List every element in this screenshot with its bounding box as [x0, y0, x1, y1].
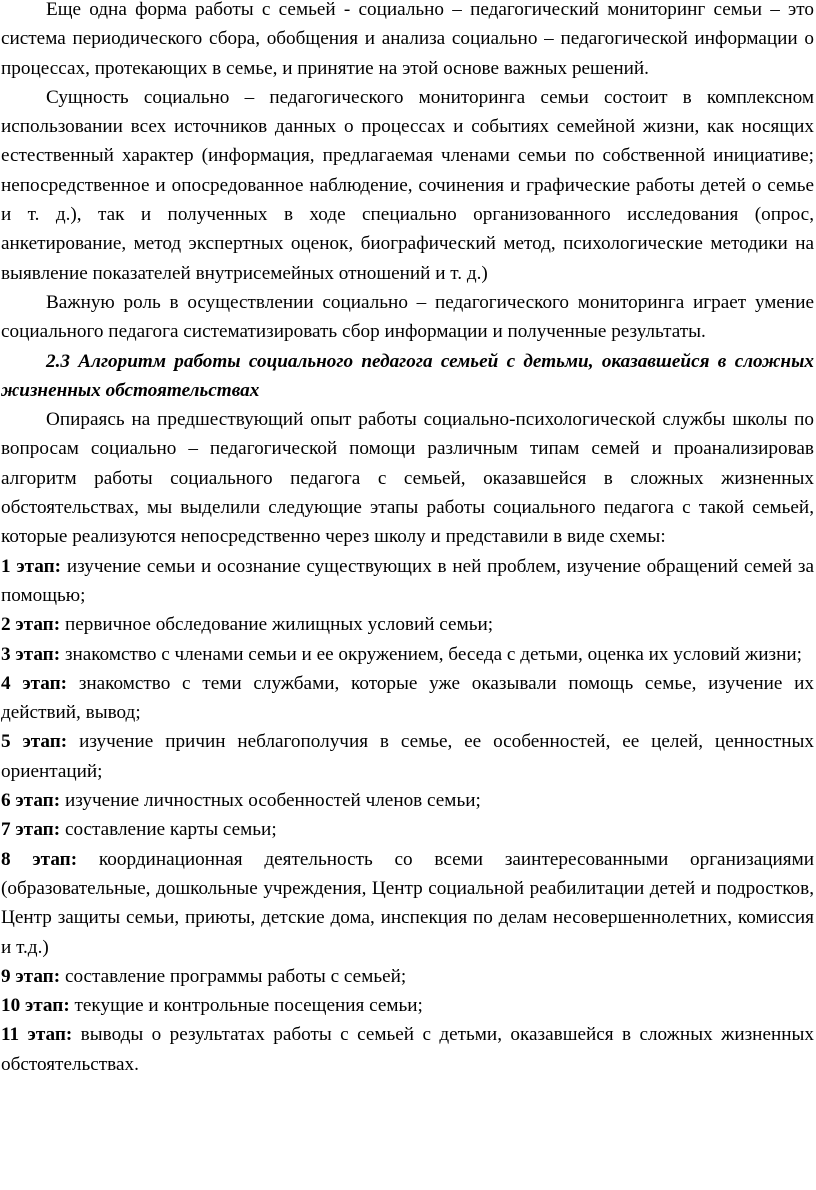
step-label: 7 этап:	[1, 819, 61, 841]
step-item	[1, 786, 814, 815]
step-text: знакомство с членами семьи и ее окружением, беседа с детьми, оценка их условий жизни;	[60, 643, 802, 665]
step-label: 8 этап:	[1, 848, 78, 870]
paragraph-monitoring-role: Важную роль в осуществлении социально – педагогического мониторинга играет умение социального педагога систематизировать сбор информации и полученные результаты.	[1, 291, 814, 343]
step-text: знакомство с теми службами, которые уже оказывали помощь семье, изучение их действий, вывод;	[1, 672, 814, 724]
paragraph-monitoring-essence: Сущность социально – педагогического мониторинга семьи состоит в комплексном использовании всех источников данных о процессах и событиях семейной жизни, как носящих естественный характер (информация, предлагаемая членами семьи по собственной инициативе; непосредственное и опосредованное наблюдение, сочинения и графические работы детей о семье и т. д.), так и полученных в ходе специально организованного исследования (опрос, анкетирование, метод экспертных оценок, биографический метод, психологические методики на выявление показателей внутрисемейных отношений и т. д.)	[1, 86, 814, 284]
step-item	[1, 727, 814, 786]
step-text: составление программы работы с семьей;	[60, 965, 407, 987]
paragraph-algorithm-intro: Опираясь на предшествующий опыт работы социально-психологической службы школы по вопросам социально – педагогической помощи различным типам семей и проанализировав алгоритм работы социального педагога с семьей, оказавшейся в сложных жизненных обстоятельствах, мы выделили следующие этапы работы социального педагога с такой семьей, которые реализуются непосредственно через школу и представили в виде схемы:	[1, 409, 814, 548]
step-text: первичное обследование жилищных условий семьи;	[60, 614, 494, 636]
step-label: 9 этап:	[1, 965, 61, 987]
step-text: координационная деятельность со всеми заинтересованными организациями (образовательные, дошкольные учреждения, Центр социальной реабилитации детей и подростков, Центр защиты семьи, приюты, детские дома, инспекция по делам несовершеннолетних, комиссия и т.д.)	[1, 848, 814, 958]
step-item	[1, 815, 814, 844]
step-text: составление карты семьи;	[60, 819, 277, 841]
step-item	[1, 1020, 814, 1079]
step-text: изучение семьи и осознание существующих в ней проблем, изучение обращений семей за помощью;	[1, 555, 814, 606]
step-item	[1, 552, 814, 611]
step-label: 6 этап:	[1, 790, 61, 812]
step-text: текущие и контрольные посещения семьи;	[69, 995, 423, 1017]
step-text: изучение причин неблагополучия в семье, ее особенностей, ее целей, ценностных ориентаций;	[1, 731, 814, 782]
step-item	[1, 640, 814, 669]
step-label: 3 этап:	[1, 643, 61, 665]
step-label: 5 этап:	[1, 731, 68, 753]
step-label: 10 этап:	[1, 995, 70, 1017]
step-text: изучение личностных особенностей членов семьи;	[60, 790, 481, 812]
step-item	[1, 962, 814, 991]
step-item	[1, 669, 814, 728]
step-item	[1, 610, 814, 639]
step-label: 4 этап:	[1, 672, 68, 694]
step-label: 11 этап:	[1, 1024, 73, 1046]
step-label: 2 этап:	[1, 614, 61, 636]
step-text: выводы о результатах работы с семьей с детьми, оказавшейся в сложных жизненных обстоятельствах.	[1, 1024, 814, 1075]
section-heading: 2.3 Алгоритм работы социального педагога семьей с детьми, оказавшейся в сложных жизненных обстоятельствах	[1, 350, 814, 401]
step-item	[1, 845, 814, 962]
step-label: 1 этап:	[1, 555, 62, 577]
step-item	[1, 991, 814, 1020]
paragraph-monitoring-definition: Еще одна форма работы с семьей - социально – педагогический мониторинг семьи – это система периодического сбора, обобщения и анализа социально – педагогической информации о процессах, протекающих в семье, и принятие на этой основе важных решений.	[1, 0, 814, 79]
